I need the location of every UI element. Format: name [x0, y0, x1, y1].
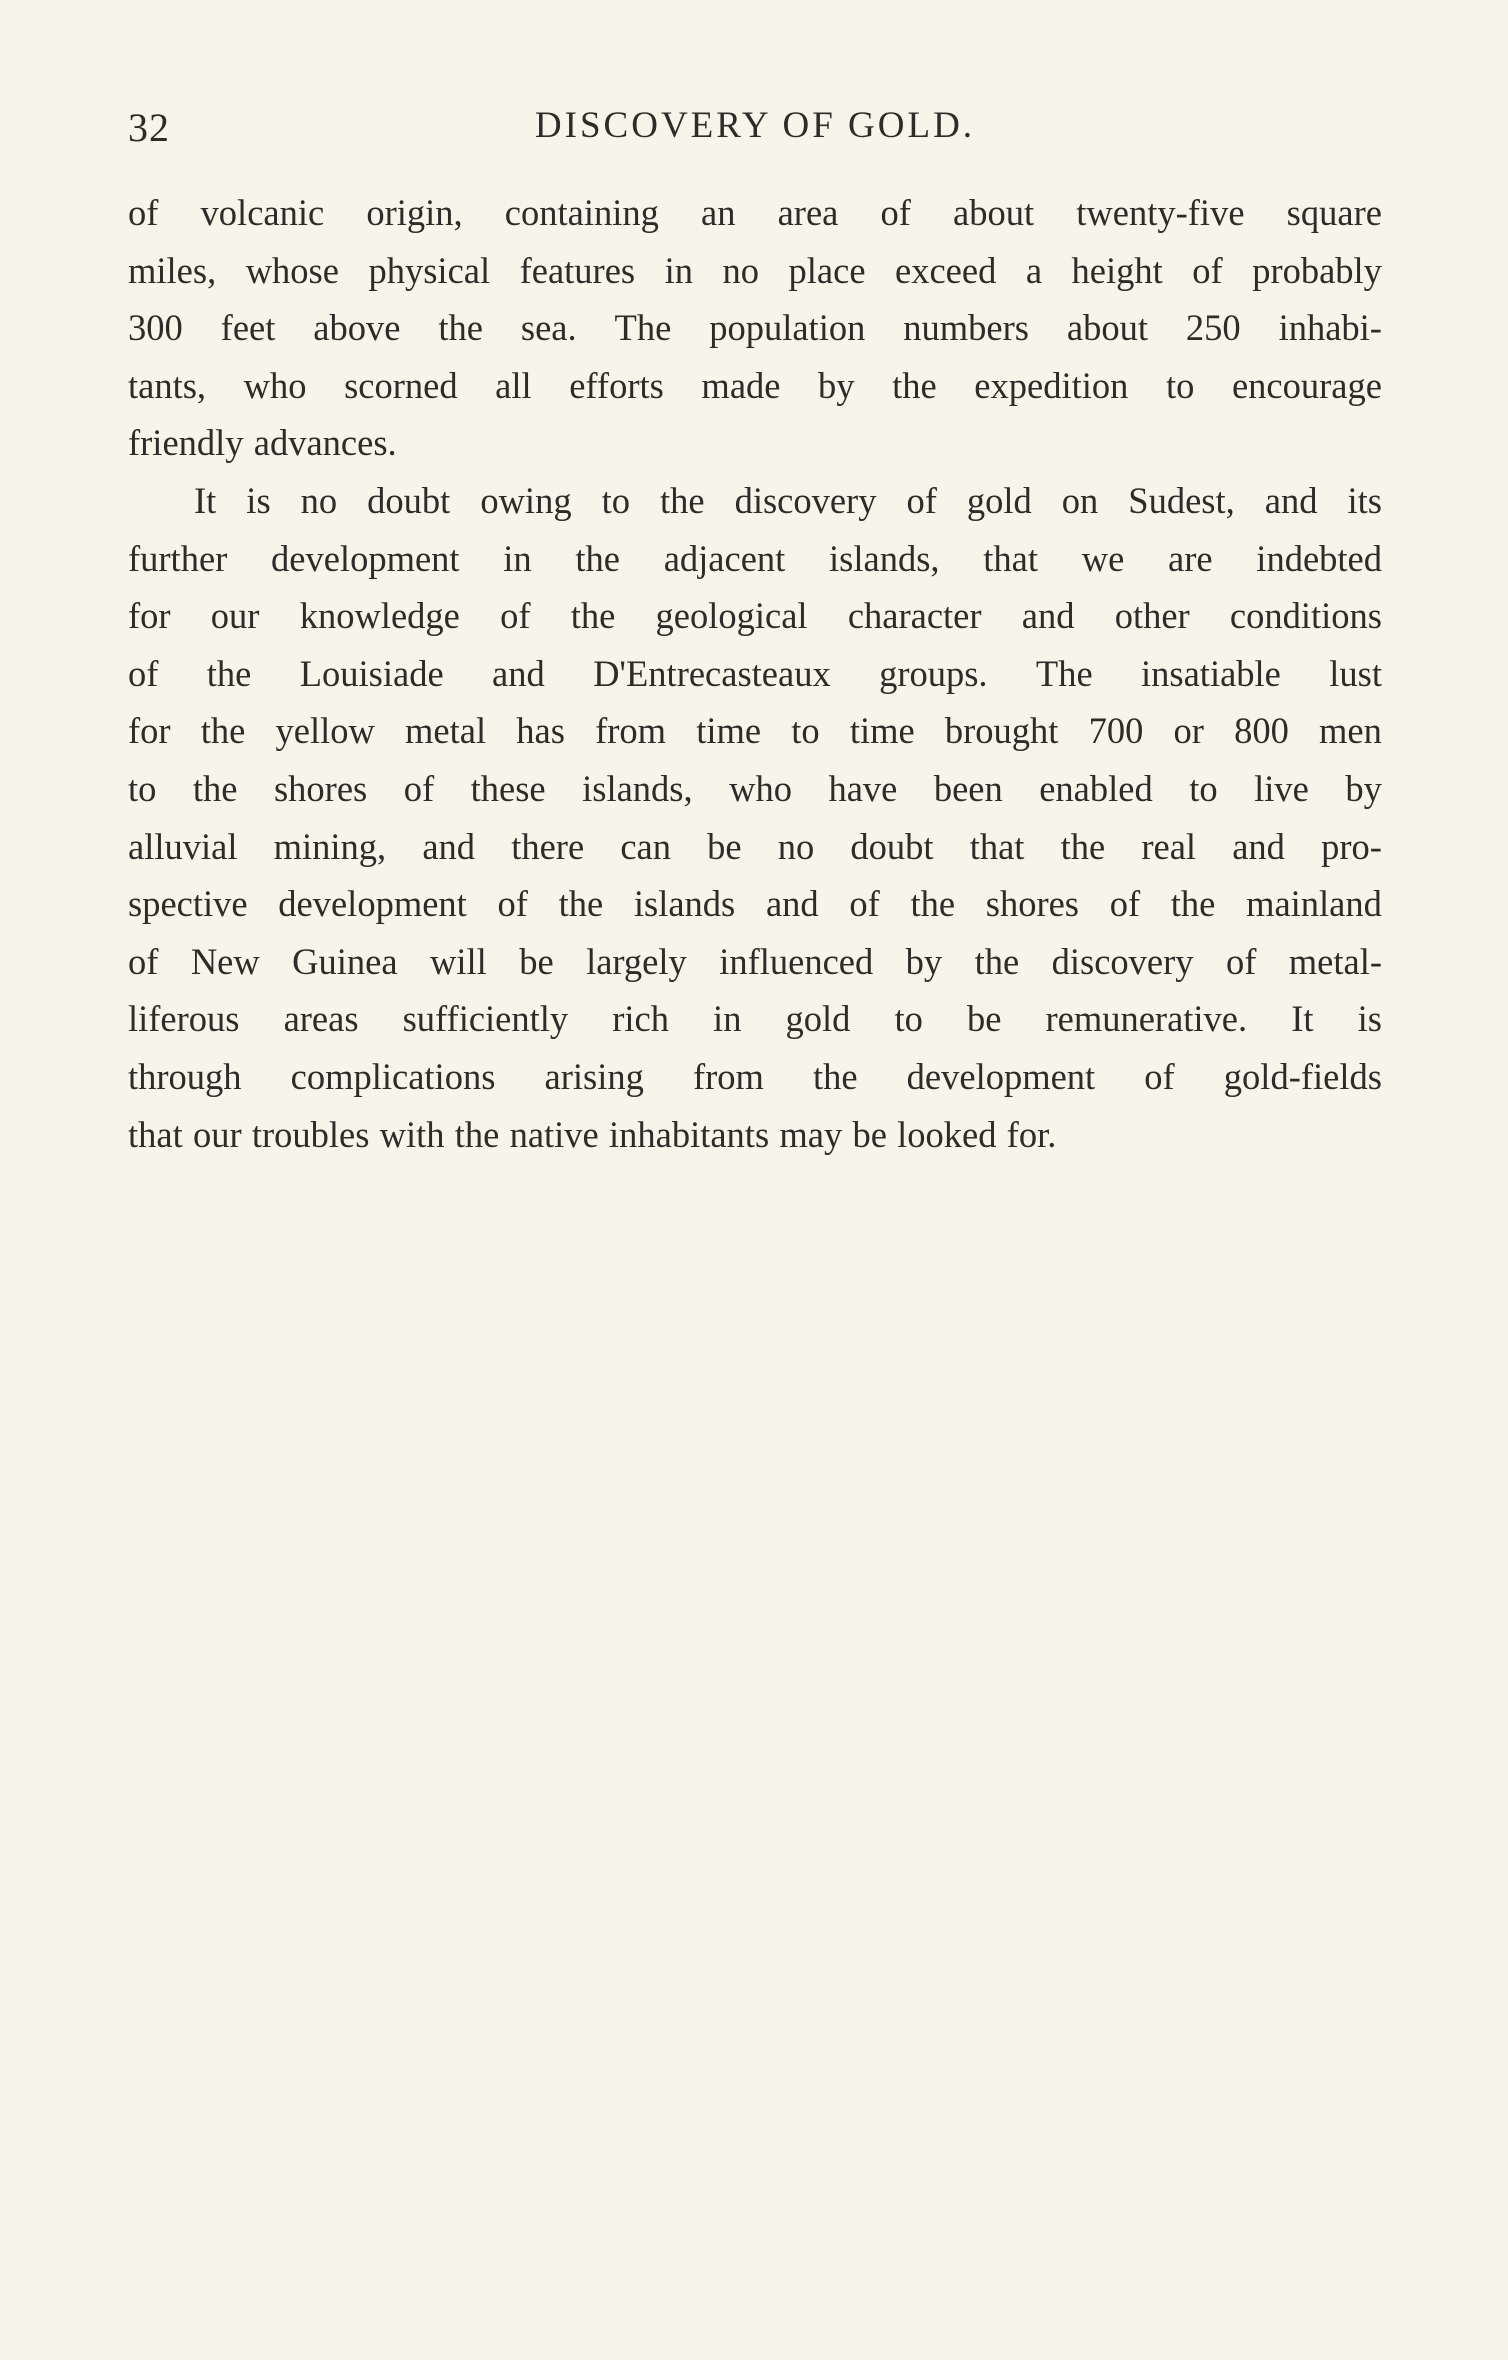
word: development — [271, 537, 460, 579]
word: for — [128, 710, 171, 752]
word: no — [722, 249, 760, 291]
word: square — [1286, 192, 1382, 233]
word: the — [910, 883, 956, 925]
word: origin, — [366, 192, 463, 233]
word: areas — [283, 998, 359, 1040]
word: doubt — [367, 479, 451, 521]
word: no — [300, 479, 338, 521]
word: the — [454, 1113, 500, 1155]
word: features — [519, 249, 636, 291]
word: D'Entrecasteaux — [593, 652, 831, 694]
word: encourage — [1231, 364, 1382, 406]
word: brought — [944, 710, 1059, 752]
word: further — [128, 537, 228, 579]
word: that — [128, 1113, 183, 1155]
word: complications — [290, 1055, 496, 1097]
word: knowledge — [299, 595, 460, 637]
word: our — [192, 1113, 242, 1155]
word: from — [692, 1055, 764, 1097]
word: sea. — [520, 307, 577, 349]
word: Guinea — [292, 940, 398, 982]
word: from — [595, 710, 667, 752]
word: of — [497, 883, 528, 925]
word: and — [1021, 595, 1075, 637]
word: Louisiade — [299, 652, 444, 694]
word: largely — [586, 940, 687, 982]
word: spective — [128, 883, 248, 925]
text-line — [128, 587, 1382, 645]
word: have — [828, 767, 898, 809]
word: about — [1066, 307, 1148, 349]
word: physical — [368, 249, 491, 291]
word: volcanic — [200, 192, 325, 233]
word: of — [128, 192, 159, 233]
word: on — [1061, 479, 1099, 521]
word: islands, — [829, 537, 940, 579]
word: in — [713, 998, 742, 1040]
word: looked — [897, 1113, 997, 1155]
word: The — [614, 307, 672, 349]
word: time — [849, 710, 915, 752]
word: to — [1165, 364, 1195, 406]
word: height — [1071, 249, 1163, 291]
word: gold — [785, 998, 851, 1040]
word: mainland — [1246, 883, 1382, 925]
word: remunerative. — [1045, 998, 1248, 1040]
word: adjacent — [663, 537, 786, 579]
text-line — [128, 184, 1382, 242]
word: with — [379, 1113, 445, 1155]
word: to — [601, 479, 630, 521]
word: pro- — [1321, 825, 1382, 867]
word: of — [1144, 1055, 1175, 1097]
word: expedition — [974, 364, 1129, 406]
word: rich — [612, 998, 669, 1040]
word: a — [1025, 249, 1043, 291]
word: area — [777, 192, 839, 233]
word: miles, — [128, 249, 217, 291]
word: numbers — [903, 307, 1029, 349]
word: of — [500, 595, 531, 637]
text-line — [128, 875, 1382, 933]
word: that — [983, 537, 1039, 579]
word: shores — [273, 767, 368, 809]
word: probably — [1252, 249, 1382, 291]
word: of — [849, 883, 880, 925]
text-line — [128, 818, 1382, 876]
word: tants, — [128, 364, 207, 406]
word: discovery — [1051, 940, 1194, 982]
word: time — [696, 710, 762, 752]
running-title: DISCOVERY OF GOLD. — [534, 105, 976, 146]
word: character — [847, 595, 982, 637]
running-header — [128, 104, 1382, 152]
word: an — [701, 192, 736, 233]
word: made — [701, 364, 781, 406]
word: the — [206, 652, 252, 694]
word: The — [1035, 652, 1093, 694]
word: and — [1264, 479, 1318, 521]
word: been — [933, 767, 1003, 809]
word: no — [777, 825, 815, 867]
word: real — [1141, 825, 1197, 867]
word: to — [1189, 767, 1218, 809]
word: the — [558, 883, 604, 925]
word: inhabi- — [1278, 307, 1382, 349]
word: population — [709, 307, 866, 349]
word: native — [509, 1113, 599, 1155]
word: New — [190, 940, 260, 982]
word: the — [200, 710, 246, 752]
text-line — [128, 242, 1382, 300]
word: sufficiently — [402, 998, 569, 1040]
word: by — [818, 364, 855, 406]
word: that — [969, 825, 1025, 867]
word: of — [1192, 249, 1223, 291]
word: other — [1114, 595, 1190, 637]
word: to — [894, 998, 923, 1040]
word: and — [422, 825, 476, 867]
word: 700 — [1088, 710, 1144, 752]
word: islands — [633, 883, 736, 925]
word: It — [1291, 998, 1314, 1040]
text-line — [128, 933, 1382, 991]
word: through — [128, 1055, 242, 1097]
word: development — [906, 1055, 1096, 1097]
text-line — [128, 299, 1382, 357]
word: and — [765, 883, 819, 925]
word: doubt — [850, 825, 934, 867]
word: be — [707, 825, 742, 867]
word: may — [779, 1113, 843, 1155]
word: metal — [405, 710, 487, 752]
word: alluvial — [128, 825, 238, 867]
word: friendly — [128, 422, 244, 464]
word: the — [812, 1055, 858, 1097]
word: gold — [966, 479, 1032, 521]
word: groups. — [879, 652, 988, 694]
word: indebted — [1256, 537, 1382, 579]
word: for. — [1006, 1113, 1057, 1155]
word: has — [516, 710, 565, 752]
text-line — [128, 1048, 1382, 1106]
word: efforts — [569, 364, 664, 406]
word: the — [892, 364, 937, 406]
word: place — [788, 249, 866, 291]
word: of — [1109, 883, 1141, 925]
text-line — [128, 414, 1382, 472]
word: are — [1168, 537, 1213, 579]
text-line — [128, 472, 1382, 530]
word: all — [495, 364, 532, 406]
word: 300 — [128, 307, 183, 349]
word: Sudest, — [1128, 479, 1235, 521]
word: geological — [655, 595, 808, 637]
word: our — [210, 595, 260, 637]
word: the — [974, 940, 1020, 982]
word: we — [1081, 537, 1125, 579]
word: be — [852, 1113, 887, 1155]
text-line — [128, 760, 1382, 818]
word: mining, — [273, 825, 387, 867]
word: gold-fields — [1223, 1055, 1382, 1097]
word: of — [128, 652, 159, 694]
word: of — [1225, 940, 1257, 982]
word: the — [1060, 825, 1106, 867]
word: twenty-five — [1076, 192, 1245, 233]
word: It — [194, 479, 217, 521]
word: live — [1254, 767, 1309, 809]
word: or — [1173, 710, 1204, 752]
word: above — [313, 307, 401, 349]
word: to — [128, 767, 157, 809]
word: the — [438, 307, 483, 349]
word: advances. — [253, 422, 397, 464]
word: for — [128, 595, 171, 637]
word: to — [791, 710, 820, 752]
word: the — [659, 479, 705, 521]
word: whose — [245, 249, 339, 291]
word: islands, — [582, 767, 693, 809]
word: of — [880, 192, 911, 233]
word: these — [470, 767, 546, 809]
word: by — [1345, 767, 1382, 809]
word: the — [575, 537, 620, 579]
word: lust — [1329, 652, 1382, 694]
word: shores — [985, 883, 1079, 925]
word: containing — [504, 192, 659, 233]
word: exceed — [895, 249, 997, 291]
word: metal- — [1288, 940, 1382, 982]
word: there — [511, 825, 585, 867]
page-number: 32 — [128, 105, 170, 150]
word: men — [1319, 710, 1382, 752]
text-line — [128, 530, 1382, 588]
word: troubles — [251, 1113, 370, 1155]
word: be — [519, 940, 554, 982]
word: development — [278, 883, 467, 925]
body-text — [128, 184, 1382, 1163]
word: who — [243, 364, 307, 406]
word: of — [403, 767, 435, 809]
text-line — [128, 702, 1382, 760]
word: is — [1357, 998, 1382, 1040]
text-line — [128, 357, 1382, 415]
word: the — [570, 595, 616, 637]
word: in — [503, 537, 532, 579]
word: insatiable — [1141, 652, 1281, 694]
word: the — [1170, 883, 1216, 925]
word: the — [192, 767, 238, 809]
word: and — [492, 652, 545, 694]
word: in — [664, 249, 694, 291]
text-line — [128, 990, 1382, 1048]
word: discovery — [734, 479, 877, 521]
word: liferous — [128, 998, 240, 1040]
word: arising — [544, 1055, 644, 1097]
word: 250 — [1185, 307, 1241, 349]
word: feet — [220, 307, 276, 349]
word: is — [246, 479, 271, 521]
word: be — [966, 998, 1002, 1040]
word: and — [1232, 825, 1285, 867]
word: will — [430, 940, 487, 982]
word: influenced — [719, 940, 874, 982]
word: can — [620, 825, 671, 867]
word: who — [729, 767, 792, 809]
word: 800 — [1234, 710, 1289, 752]
text-line — [128, 1106, 1382, 1164]
word: about — [953, 192, 1035, 233]
word: its — [1347, 479, 1382, 521]
word: scorned — [344, 364, 458, 406]
text-line — [128, 645, 1382, 703]
word: of — [906, 479, 937, 521]
word: yellow — [275, 710, 375, 752]
word: owing — [480, 479, 572, 521]
word: of — [128, 940, 159, 982]
word: enabled — [1039, 767, 1153, 809]
word: inhabitants — [608, 1113, 770, 1155]
word: by — [905, 940, 943, 982]
word: conditions — [1229, 595, 1382, 637]
